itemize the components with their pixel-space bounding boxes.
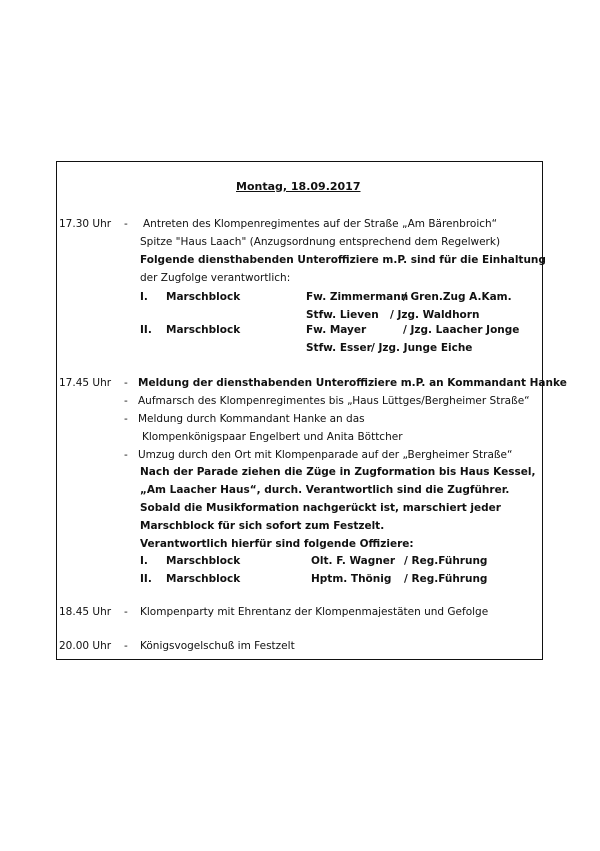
entry-dash: - [124,413,128,425]
entry-line: Klompenkönigspaar Engelbert und Anita Böttcher [142,431,403,443]
entry-line: Meldung der diensthabenden Unteroffiziere m.P. an Kommandant Hanke [138,377,567,389]
entry-dash: - [124,606,128,618]
officer-name: Hptm. Thönig [311,573,392,585]
officer-name: Olt. F. Wagner [311,555,396,567]
officer-name: Fw. Zimmermann [306,291,409,303]
entry-line: Verantwortlich hierfür sind folgende Offiziere: [140,538,414,550]
entry-line: Umzug durch den Ort mit Klompenparade auf der „Bergheimer Straße“ [138,449,513,461]
block-number: II. [140,573,152,585]
entry-line: „Am Laacher Haus“, durch. Verantwortlich sind die Zugführer. [140,484,510,496]
unit-name: / Jzg. Laacher Jonge [403,324,520,336]
entry-line: Meldung durch Kommandant Hanke an das [138,413,365,425]
unit-name: / Reg.Führung [404,573,488,585]
entry-line: Klompenparty mit Ehrentanz der Klompenmajestäten und Gefolge [140,606,489,618]
unit-name: / Jzg. Junge Eiche [371,342,473,354]
entry-dash: - [124,377,128,389]
block-label: Marschblock [166,573,241,585]
block-label: Marschblock [166,324,241,336]
entry-dash: - [124,395,128,407]
entry-line: Sobald die Musikformation nachgerückt ist, marschiert jeder [140,502,501,514]
unit-name: / Reg.Führung [404,555,488,567]
officer-name: Fw. Mayer [306,324,367,336]
entry-line: Folgende diensthabenden Unteroffiziere m.P. sind für die Einhaltung [140,254,546,266]
entry-dash: - [124,218,128,230]
entry-line: Spitze "Haus Laach" (Anzugsordnung entsprechend dem Regelwerk) [140,236,501,248]
entry-line: Nach der Parade ziehen die Züge in Zugformation bis Haus Kessel, [140,466,536,478]
block-number: I. [140,555,148,567]
entry-time: 20.00 Uhr [59,640,112,652]
page-title: Montag, 18.09.2017 [236,180,361,193]
officer-name: Stfw. Lieven [306,309,379,321]
block-label: Marschblock [166,555,241,567]
entry-line: Marschblock für sich sofort zum Festzelt. [140,520,385,532]
officer-name: Stfw. Esser [306,342,372,354]
entry-line: Aufmarsch des Klompenregimentes bis „Haus Lüttges/Bergheimer Straße“ [138,395,530,407]
block-number: I. [140,291,148,303]
unit-name: / Jzg. Waldhorn [390,309,480,321]
entry-line: Antreten des Klompenregimentes auf der Straße „Am Bärenbroich“ [143,218,498,230]
entry-time: 17.30 Uhr [59,218,112,230]
block-label: Marschblock [166,291,241,303]
entry-dash: - [124,449,128,461]
unit-name: / Gren.Zug A.Kam. [403,291,512,303]
block-number: II. [140,324,152,336]
entry-time: 18.45 Uhr [59,606,112,618]
entry-line: Königsvogelschuß im Festzelt [140,640,295,652]
entry-time: 17.45 Uhr [59,377,112,389]
entry-line: der Zugfolge verantwortlich: [140,272,291,284]
entry-dash: - [124,640,128,652]
